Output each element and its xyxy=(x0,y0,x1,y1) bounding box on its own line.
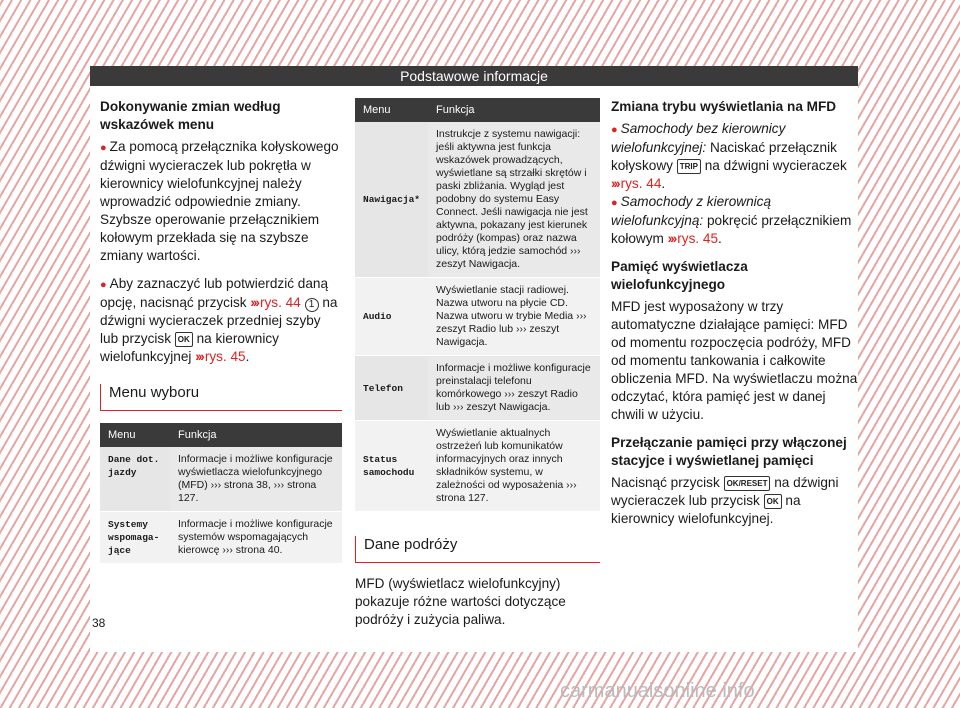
table-row xyxy=(100,512,342,564)
function-cell: Instrukcje z systemu nawigacji: jeśli aktywna jest funkcja wskazówek prowadzących, wyświetlane są strzałki skrętów i paski zbliżania. Wygląd jest podobny do systemu Easy Connect. Jeśli nawigacja nie jest aktywna, pokazany jest kierunek podróży (kompas) oraz nazwa ulicy, którą jedzie samochód ››› zeszyt Nawigacja. xyxy=(428,122,600,278)
ok-key-icon: OK xyxy=(175,332,193,347)
table-row xyxy=(355,278,600,356)
figure-link[interactable]: ››› rys. 44 xyxy=(250,295,301,310)
function-cell: Wyświetlanie stacji radiowej. Nazwa utworu na płycie CD. Nazwa utworu w trybie Media ››› zeszyt Radio lub ››› zeszyt Nawigacja. xyxy=(428,278,600,356)
bullet-paragraph: ● Samochody z kierownicą wielofunkcyjną: pokręcić przełącznikiem kołowym ››› rys. 45. xyxy=(611,194,852,246)
table-row xyxy=(355,356,600,421)
table-row xyxy=(355,421,600,512)
watermark: carmanualsonline.info xyxy=(560,680,755,702)
table-header: Funkcja xyxy=(428,98,600,122)
bullet-icon: ● xyxy=(100,142,107,154)
function-cell: Informacje i możliwe konfiguracje wyświetlacza wielofunkcyjnego (MFD) ››› strona 38, ››› strona 127. xyxy=(170,447,342,512)
section-title: Menu wyboru xyxy=(100,384,342,411)
bullet-paragraph: ● Samochody bez kierownicy wielofunkcyjnej: Naciskać przełącznik kołyskowy TRIP na dźwigni wycieraczek ››› rys. 44. xyxy=(611,121,847,191)
function-cell: Informacje i możliwe konfiguracje systemów wspomagających kierowcę ››› strona 40. xyxy=(170,512,342,564)
heading-menu-changes: Dokonywanie zmian według wskazówek menu xyxy=(100,99,281,132)
bullet-icon: ● xyxy=(611,124,618,136)
heading-memory-switch: Przełączanie pamięci przy włączonej stacyjce i wyświetlanej pamięci xyxy=(611,435,847,468)
bullet-paragraph: ● Aby zaznaczyć lub potwierdzić daną opcję, nacisnąć przycisk ››› rys. 44 1 na dźwigni wycieraczek przedniej szyby lub przycisk OK na kierownicy wielofunkcyjnej ››› rys. 45. xyxy=(100,276,338,364)
function-cell: Wyświetlanie aktualnych ostrzeżeń lub komunikatów informacyjnych oraz innych składników systemu, w zależności od wyposażenia ››› strona 127. xyxy=(428,421,600,512)
section-title: Dane podróży xyxy=(355,536,600,563)
menu-cell: Nawigacja* xyxy=(355,122,428,278)
figure-link[interactable]: ››› rys. 45 xyxy=(195,349,246,364)
menu-cell: Systemy wspomaga-jące xyxy=(100,512,170,564)
menu-cell: Audio xyxy=(355,278,428,356)
menu-table xyxy=(355,98,600,512)
menu-cell: Dane dot. jazdy xyxy=(100,447,170,512)
paragraph: Nacisnąć przycisk OK/RESET na dźwigni wycieraczek lub przycisk OK na kierownicy wielofunkcyjnej. xyxy=(611,475,839,526)
arrows-icon: ››› xyxy=(195,349,203,364)
heading-mfd-mode: Zmiana trybu wyświetlania na MFD xyxy=(611,99,837,114)
bullet-icon: ● xyxy=(100,279,107,291)
trip-key-icon: TRIP xyxy=(677,159,701,174)
ok-key-icon: OK xyxy=(764,494,782,509)
menu-table xyxy=(100,423,342,564)
table-header: Funkcja xyxy=(170,423,342,447)
heading-mfd-memory: Pamięć wyświetlacza wielofunkcyjnego xyxy=(611,259,748,292)
column-right xyxy=(611,98,858,538)
paragraph: MFD jest wyposażony w trzy automatyczne działające pamięci: MFD od momentu rozpoczęcia podróży, MFD od momentu tankowania i całkowite obliczenia MFD. Na wyświetlaczu można odczytać, która pamięć jest w danej chwili w użyciu. xyxy=(611,299,858,422)
page-header: Podstawowe informacje xyxy=(90,66,858,86)
arrows-icon: ››› xyxy=(611,176,619,191)
column-middle xyxy=(355,98,600,639)
column-left xyxy=(100,98,342,564)
figure-link[interactable]: ››› rys. 44 xyxy=(611,176,662,191)
menu-cell: Status samochodu xyxy=(355,421,428,512)
function-cell: Informacje i możliwe konfiguracje preinstalacji telefonu komórkowego ››› zeszyt Radio lub ››› zeszyt Nawigacja. xyxy=(428,356,600,421)
table-header: Menu xyxy=(355,98,428,122)
menu-cell: Telefon xyxy=(355,356,428,421)
figure-link[interactable]: ››› rys. 45 xyxy=(667,231,719,246)
ok-reset-key-icon: OK/RESET xyxy=(724,476,771,491)
page-number: 38 xyxy=(92,616,106,630)
bullet-icon: ● xyxy=(611,197,618,209)
bullet-paragraph: ● Za pomocą przełącznika kołyskowego dźwigni wycieraczek lub pokrętła w kierownicy wielofunkcyjnej należy wprowadzić odpowiednie zmiany. Szybsze operowanie przełącznikiem kołowym przekłada się na szybsze zmiany wartości. xyxy=(100,139,339,263)
arrows-icon: ››› xyxy=(250,295,258,310)
table-header: Menu xyxy=(100,423,170,447)
arrows-icon: ››› xyxy=(667,231,676,246)
table-row xyxy=(100,447,342,512)
paragraph: MFD (wyświetlacz wielofunkcyjny) pokazuje różne wartości dotyczące podróży i zużycia paliwa. xyxy=(355,576,566,627)
callout-number: 1 xyxy=(305,298,319,312)
table-row xyxy=(355,122,600,278)
